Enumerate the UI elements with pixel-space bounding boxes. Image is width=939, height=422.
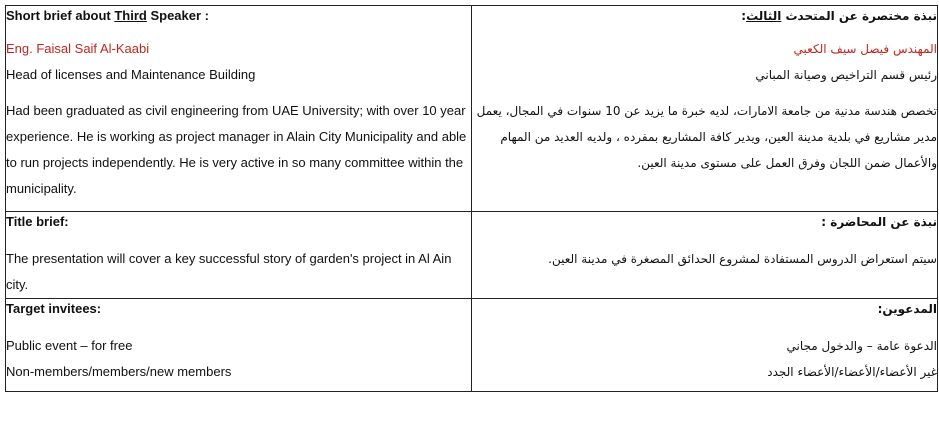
speaker-heading-ar: نبذة مختصرة عن المتحدث الثالث: xyxy=(741,9,937,23)
invitees-heading-ar: المدعوين: xyxy=(877,302,937,316)
title-brief-text-ar: سيتم استعراض الدروس المستفادة لمشروع الحدائق المصغرة في مدينة العين. xyxy=(548,252,937,266)
speaker-position-en: Head of licenses and Maintenance Building xyxy=(6,67,256,82)
speaker-heading-en: Short brief about Third Speaker : xyxy=(6,8,209,23)
title-brief-heading-ar: نبذة عن المحاضرة : xyxy=(821,215,937,229)
speaker-position-ar: رئيس قسم التراخيص وصيانة المباني xyxy=(755,68,937,82)
speaker-ordinal-en: Third xyxy=(114,8,147,23)
invitees-row xyxy=(6,299,938,392)
speaker-bio-en: Had been graduated as civil engineering from UAE University; with over 10 year experience. He is working as project manager in Alain City Municipality and able to run projects independently. He is very active in so many committee within the municipality. xyxy=(6,103,467,196)
invitees-line2-ar: غير الأعضاء/الأعضاء/الأعضاء الجدد xyxy=(767,365,937,379)
speaker-ordinal-ar: الثالث xyxy=(746,9,782,23)
title-brief-text-en: The presentation will cover a key successful story of garden's project in Al Ain city. xyxy=(6,251,452,292)
invitees-heading-en: Target invitees: xyxy=(6,301,102,316)
bilingual-info-table xyxy=(5,5,938,392)
invitees-line1-ar: الدعوة عامة – والدخول مجاني xyxy=(786,339,937,353)
title-brief-row xyxy=(6,212,938,299)
title-brief-heading-en: Title brief: xyxy=(6,214,69,229)
speaker-brief-ar xyxy=(472,6,938,212)
invitees-line2-en: Non-members/members/new members xyxy=(6,364,232,379)
speaker-bio-ar: تخصص هندسة مدنية من جامعة الامارات، لديه خبرة ما يزيد عن 10 سنوات في المجال، يعمل مدير مشاريع في بلدية مدينة العين، ويدير كافة المشاريع بمفرده ، ولديه العديد من المهام والأعمال ضمن اللجان وفرق العمل على مستوى مدينة العين. xyxy=(476,104,937,170)
speaker-brief-en xyxy=(6,6,472,212)
invitees-line1-en: Public event – for free xyxy=(6,338,133,353)
speaker-brief-row xyxy=(6,6,938,212)
speaker-name-ar: المهندس فيصل سيف الكعبي xyxy=(793,42,937,56)
invitees-ar xyxy=(472,299,938,392)
title-brief-en xyxy=(6,212,472,299)
title-brief-ar xyxy=(472,212,938,299)
speaker-name-en: Eng. Faisal Saif Al-Kaabi xyxy=(6,41,150,56)
invitees-en xyxy=(6,299,472,392)
